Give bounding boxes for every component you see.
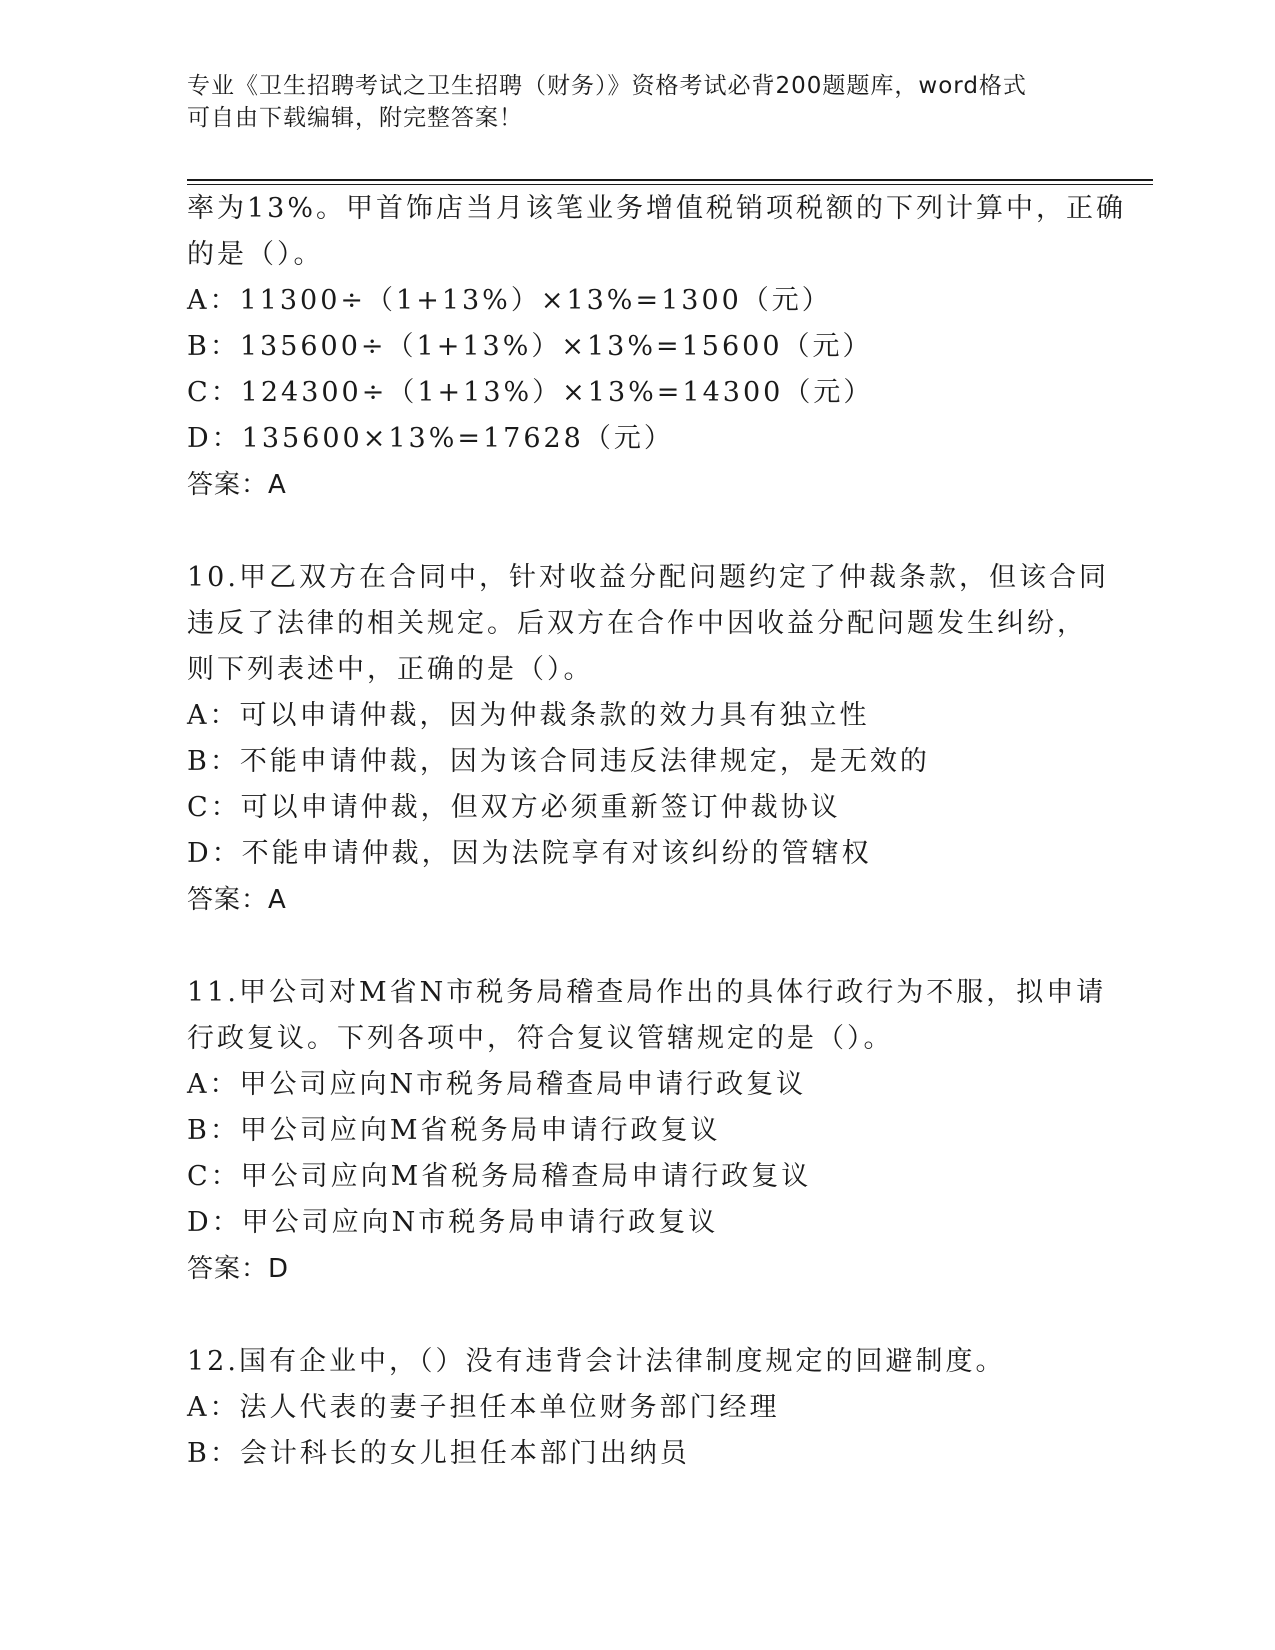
header-line-1: 专业《卫生招聘考试之卫生招聘（财务）》资格考试必背200题题库，word格式 xyxy=(187,73,1027,99)
option-a: A：法人代表的妻子担任本单位财务部门经理 xyxy=(187,1392,780,1423)
question-9 xyxy=(187,186,1127,508)
question-stem-line: 12.国有企业中，（）没有违背会计法律制度规定的回避制度。 xyxy=(187,1346,1006,1377)
header-line-2: 可自由下载编辑，附完整答案！ xyxy=(187,105,523,131)
header-divider-thin xyxy=(187,184,1153,185)
question-stem-line: 行政复议。下列各项中，符合复议管辖规定的是（）。 xyxy=(187,1023,894,1054)
option-d: D：甲公司应向N市税务局申请行政复议 xyxy=(187,1207,719,1238)
page-header xyxy=(187,70,1087,134)
question-stem-line: 10.甲乙双方在合同中，针对收益分配问题约定了仲裁条款，但该合同 xyxy=(187,562,1109,593)
question-stem-line: 的是（）。 xyxy=(187,239,324,270)
answer: 答案：A xyxy=(187,470,287,500)
option-b: B：会计科长的女儿担任本部门出纳员 xyxy=(187,1438,690,1469)
question-stem-line: 违反了法律的相关规定。后双方在合作中因收益分配问题发生纠纷， xyxy=(187,608,1087,639)
option-c: C：甲公司应向M省税务局稽查局申请行政复议 xyxy=(187,1161,812,1192)
option-b: B：135600÷（1+13%）×13%=15600（元） xyxy=(187,331,873,362)
option-d: D：135600×13%=17628（元） xyxy=(187,423,674,454)
answer: 答案：D xyxy=(187,1254,290,1284)
option-c: C：可以申请仲裁，但双方必须重新签订仲裁协议 xyxy=(187,792,841,823)
option-a: A：甲公司应向N市税务局稽查局申请行政复议 xyxy=(187,1069,807,1100)
question-11 xyxy=(187,970,1117,1292)
option-c: C：124300÷（1+13%）×13%=14300（元） xyxy=(187,377,874,408)
question-content xyxy=(187,186,1127,1477)
question-12 xyxy=(187,1339,1117,1477)
question-stem-line: 则下列表述中，正确的是（）。 xyxy=(187,654,594,685)
spacer xyxy=(187,923,1117,970)
option-a: A：可以申请仲裁，因为仲裁条款的效力具有独立性 xyxy=(187,700,870,731)
answer: 答案：A xyxy=(187,885,287,915)
option-a: A：11300÷（1+13%）×13%=1300（元） xyxy=(187,285,832,316)
header-divider-thick xyxy=(187,179,1153,181)
question-stem-line: 11.甲公司对M省N市税务局稽查局作出的具体行政行为不服，拟申请 xyxy=(187,977,1107,1008)
option-d: D：不能申请仲裁，因为法院享有对该纠纷的管辖权 xyxy=(187,838,872,869)
question-stem-line: 率为13%。甲首饰店当月该笔业务增值税销项税额的下列计算中，正确 xyxy=(187,193,1127,224)
spacer xyxy=(187,1292,1117,1339)
option-b: B：甲公司应向M省税务局申请行政复议 xyxy=(187,1115,721,1146)
spacer xyxy=(187,508,1117,555)
option-b: B：不能申请仲裁，因为该合同违反法律规定，是无效的 xyxy=(187,746,930,777)
question-10 xyxy=(187,555,1117,923)
